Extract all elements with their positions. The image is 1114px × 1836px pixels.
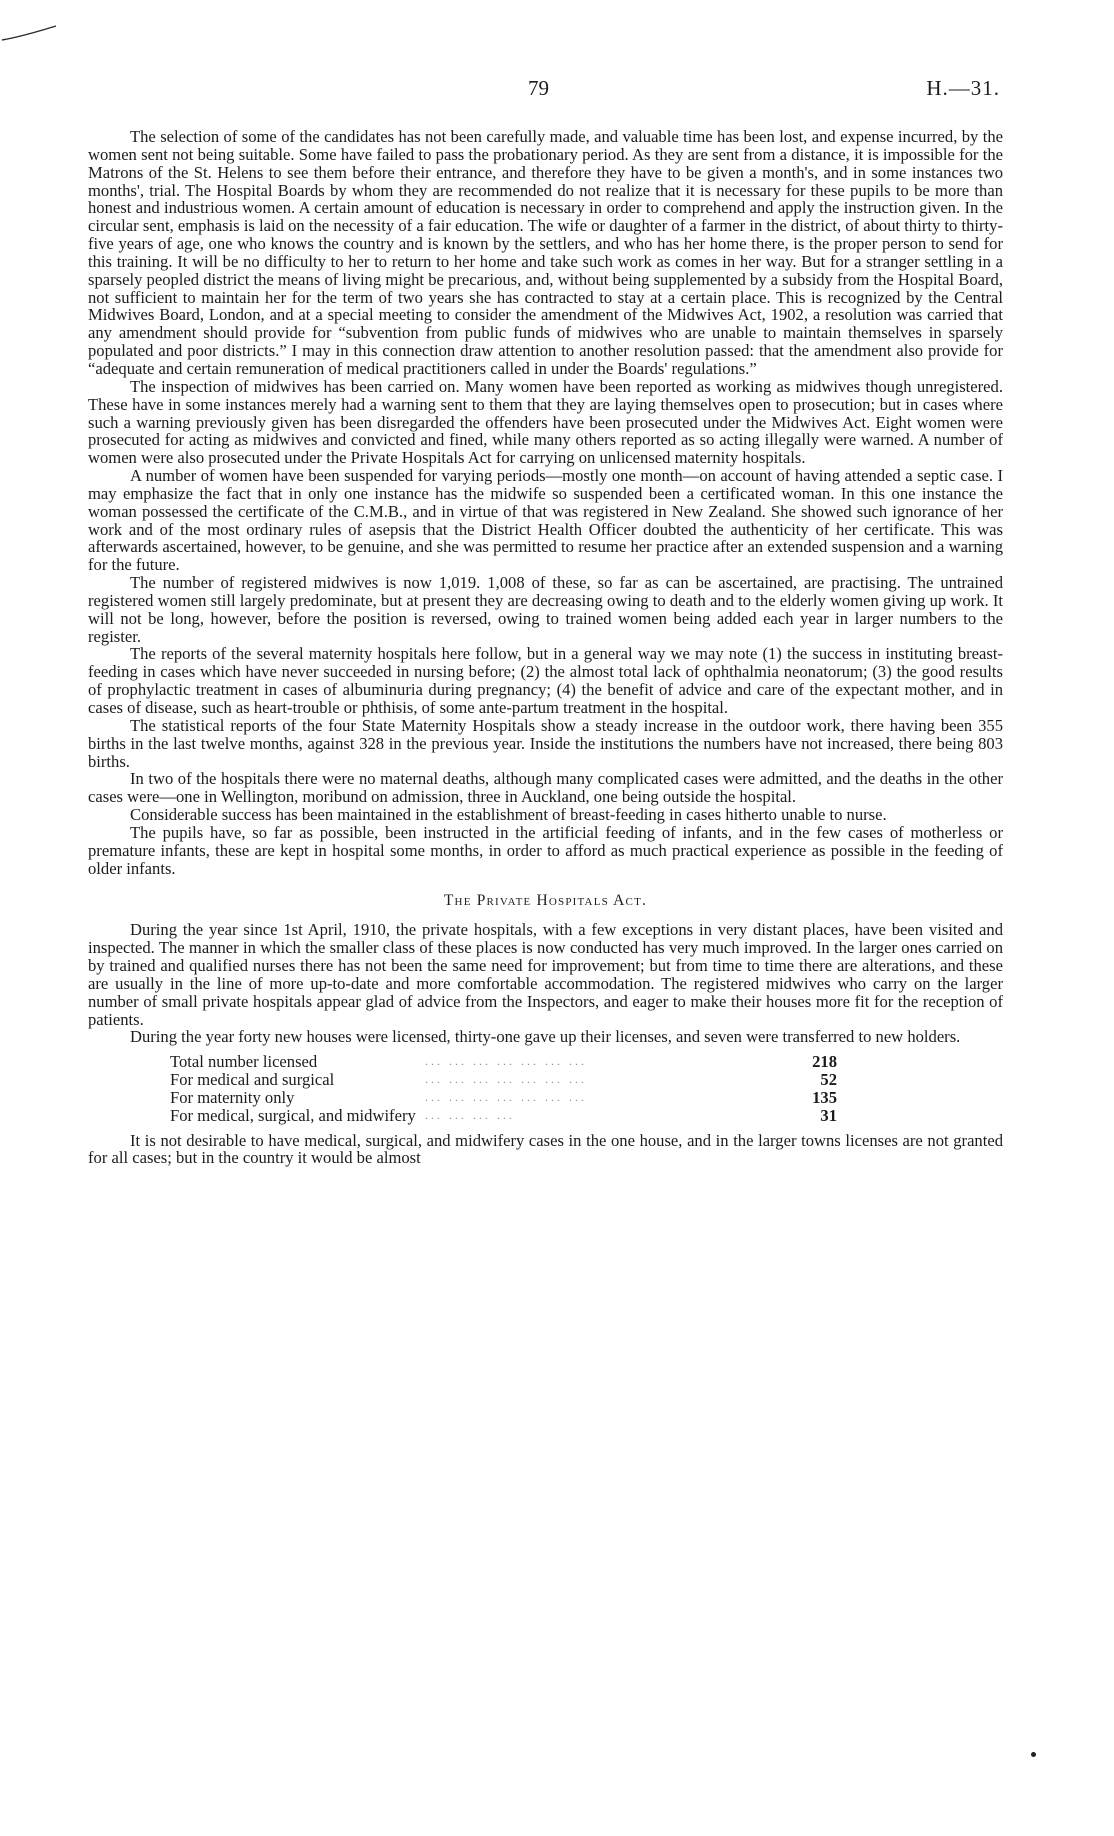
page-number: 79 <box>528 76 549 100</box>
table-label: Total number licensed <box>170 1052 318 1072</box>
table-label: For maternity only <box>170 1087 295 1107</box>
leader-dots: ... ... ... ... ... ... ... <box>425 1072 587 1087</box>
paragraph: Considerable success has been maintained in the establishment of breast-feeding in cases hitherto unable to nurse. <box>130 805 887 825</box>
paragraph: The inspection of midwives has been carried on. Many women have been reported as working as midwives though unregistered. These have in some instances merely had a warning sent to them that they are laying themselves open to prosecution; but in cases where such a warning previously given has been disregarded the offenders have been prosecuted under the Midwives Act. Eight women were prosecuted for acting as midwives and convicted and fined, while many others reported as so acting illegally were warned. A number of women were also prosecuted under the Private Hospitals Act for carrying on unlicensed maternity hospitals. <box>88 376 1003 468</box>
scan-speck <box>1031 1752 1036 1757</box>
table-value: 31 <box>820 1105 837 1125</box>
leader-dots: ... ... ... ... ... ... ... <box>425 1054 587 1069</box>
paragraph: During the year forty new houses were licensed, thirty-one gave up their licenses, and seven were transferred to new holders. <box>130 1027 961 1047</box>
leader-dots: ... ... ... ... <box>425 1107 515 1122</box>
document-reference: H.—31. <box>926 76 1000 100</box>
paragraph: The number of registered midwives is now 1,019. 1,008 of these, so far as can be ascertained, are practising. The untrained registered women still largely predominate, but at present they are decreasing owing to death and to the elderly women giving up work. It will not be long, however, before the position is reversed, owing to trained women being added each year in larger numbers to the register. <box>88 573 1003 646</box>
table-label: For medical and surgical <box>170 1070 335 1090</box>
table-row <box>170 1053 837 1071</box>
leader-dots: ... ... ... ... ... ... ... <box>425 1089 587 1104</box>
section-heading: The Private Hospitals Act. <box>443 892 648 910</box>
paragraph: The statistical reports of the four State Maternity Hospitals show a steady increase in the outdoor work, there having been 355 births in the last twelve months, against 328 in the previous year. Inside the institutions the numbers have not increased, there being 803 births. <box>88 715 1003 771</box>
paragraph: The selection of some of the candidates has not been carefully made, and valuable time has been lost, and expense incurred, by the women sent not being suitable. Some have failed to pass the probationary period. As they are sent from a distance, it is impossible for the Matrons of the St. Helens to see them before their entrance, and therefore they have to be given a month's, and in some instances two months', trial. The Hospital Boards by whom they are recommended do not realize that it is necessary for these pupils to be more than honest and industrious women. A certain amount of education is necessary in order to comprehend and apply the instruction given. In the circular sent, emphasis is laid on the necessity of a fair education. The wife or daughter of a farmer in the district, of about thirty to thirty-five years of age, one who knows the country and is known by the settlers, and who has her home there, is the proper person to send for this training. It will be no difficulty to her to return to her home and take such work as comes in her way. But for a stranger settling in a sparsely peopled district the means of living might be precarious, and, without being supplemented by a subsidy from the Hospital Board, not sufficient to maintain her for the term of two years she has contracted to stay at a certain place. This is recognized by the Central Midwives Board, London, and at a special meeting to consider the amendment of the Midwives Act, 1902, a resolution was carried that any amendment should provide for “subvention from public funds of midwives who are unable to maintain themselves in sparsely populated and poor districts.” I may in this connection draw attention to another resolution passed: that the amendment also provide for “adequate and certain remuneration of medical practitioners called in under the Boards' regulations.” <box>88 127 1003 378</box>
body-text <box>88 128 1003 1167</box>
table-row <box>170 1107 837 1125</box>
scan-pen-mark <box>0 22 58 44</box>
paragraph: A number of women have been suspended for varying periods—mostly one month—on account of having attended a septic case. I may emphasize the fact that in only one instance has the midwife so suspended been a certificated woman. In this one instance the woman possessed the certificate of the C.M.B., and in virtue of that was registered in New Zealand. She showed such ignorance of her work and of the most ordinary rules of asepsis that the District Health Officer doubted the authenticity of her certificate. This was afterwards ascertained, however, to be genuine, and she was permitted to resume her practice after an extended suspension and a warning for the future. <box>88 466 1003 575</box>
page-header <box>0 76 1114 106</box>
paragraph: It is not desirable to have medical, surgical, and midwifery cases in the one house, and in the larger towns licenses are not granted for all cases; but in the country it would be almost <box>88 1130 1003 1168</box>
paragraph: The pupils have, so far as possible, been instructed in the artificial feeding of infants, and in the few cases of motherless or premature infants, these are kept in hospital some months, in order to afford as much practical experience as possible in the feeding of older infants. <box>88 822 1003 878</box>
paragraph: During the year since 1st April, 1910, the private hospitals, with a few exceptions in very distant places, have been visited and inspected. The manner in which the smaller class of these places is now conducted has very much improved. In the larger ones carried on by trained and qualified nurses there has not been the same need for improvement; but from time to time there are alterations, and these are usually in the line of more up-to-date and more comfortable accommodation. The registered midwives who carry on the larger number of small private hospitals appear glad of advice from the Inspectors, and eager to make their houses more fit for the reception of patients. <box>88 920 1003 1029</box>
table-value: 135 <box>812 1087 837 1107</box>
table-label: For medical, surgical, and midwifery <box>170 1105 416 1125</box>
paragraph: The reports of the several maternity hospitals here follow, but in a general way we may note (1) the success in instituting breast-feeding in cases which have never succeeded in nursing before; (2) the almost total lack of ophthalmia neonatorum; (3) the good results of prophylactic treatment in cases of albuminuria during pregnancy; (4) the benefit of advice and care of the expectant mother, and in cases of disease, such as heart-trouble or phthisis, of some ante-partum treatment in the hospital. <box>88 644 1003 717</box>
table-value: 218 <box>812 1052 837 1072</box>
table-row <box>170 1089 837 1107</box>
table-value: 52 <box>820 1070 837 1090</box>
table-row <box>170 1071 837 1089</box>
paragraph: In two of the hospitals there were no maternal deaths, although many complicated cases were admitted, and the deaths in the other cases were—one in Wellington, moribund on admission, three in Auckland, one being outside the hospital. <box>88 769 1003 807</box>
license-stats-table <box>170 1053 837 1124</box>
